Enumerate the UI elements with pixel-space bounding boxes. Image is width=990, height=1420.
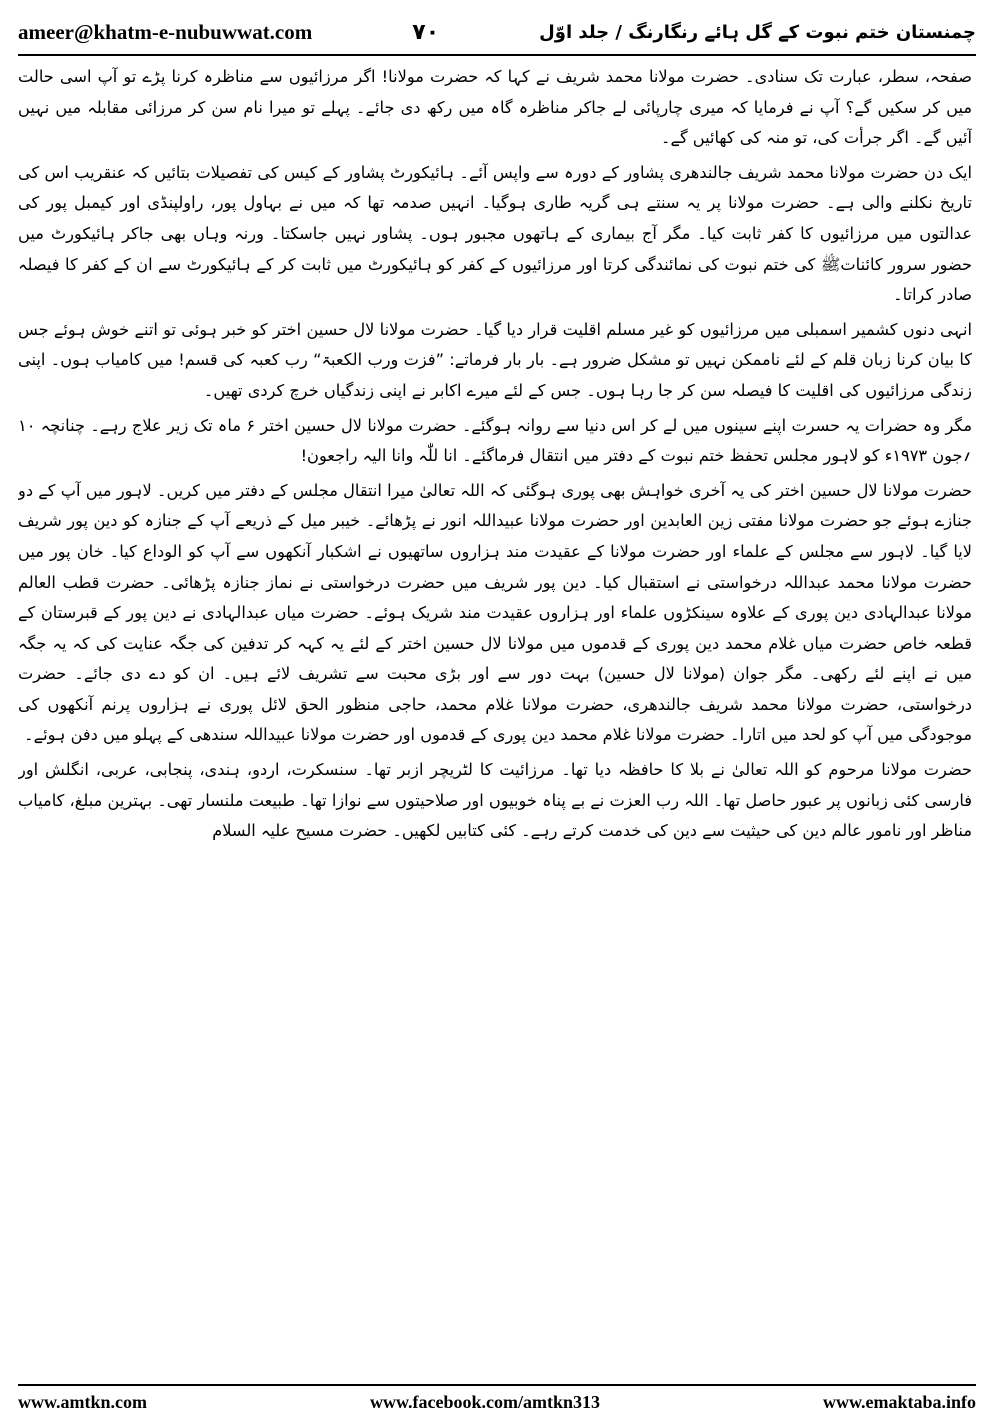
paragraph: ایک دن حضرت مولانا محمد شریف جالندھری پشاور کے دورہ سے واپس آئے۔ ہائیکورٹ پشاور کے کیس کی تفصیلات بتائیں کہ عنقریب اس کی تاریخ نکلنے والی ہے۔ حضرت مولانا پر یہ سنتے ہی گریہ طاری ہوگیا۔ انہیں صدمہ تھا کہ میں نے بہاول پور، راولپنڈی اور کیمبل پور کی عدالتوں میں مرزائیوں کا کفر ثابت کیا۔ مگر آج بیماری کے ہاتھوں مجبور ہوں۔ پشاور نہیں جاسکتا۔ ورنہ وہاں بھی جاکر ہائیکورٹ میں حضور سرور کائناتﷺ کی ختم نبوت کی نمائندگی کرتا اور مرزائیوں کے کفر کو ہائیکورٹ میں ثابت کر کے ہائیکورٹ سے ان کے کفر کا فیصلہ صادر کراتا۔ bbox=[18, 162, 972, 305]
paragraph: حضرت مولانا مرحوم کو اللہ تعالیٰ نے بلا کا حافظہ دیا تھا۔ مرزائیت کا لٹریچر ازبر تھا۔ سنسکرت، اردو، ہندی، پنجابی، عربی، انگلش اور فارسی کئی زبانوں پر عبور حاصل تھا۔ اللہ رب العزت نے بے پناہ خوبیوں اور صلاحیتوں سے نوازا تھا۔ طبیعت ملنسار تھی۔ بہترین مبلغ، کامیاب مناظر اور نامور عالم دین کی حیثیت سے دین کی خدمت کرتے رہے۔ کئی کتابیں لکھیں۔ حضرت مسیح علیہ السلام bbox=[18, 760, 972, 841]
page-footer bbox=[18, 1384, 976, 1418]
paragraph: صفحہ، سطر، عبارت تک سنادی۔ حضرت مولانا محمد شریف نے کہا کہ حضرت مولانا! اگر مرزائیوں سے مناظرہ کرنا پڑے تو آپ اسی حالت میں کر سکیں گے؟ آپ نے فرمایا کہ میری چارپائی لے جاکر مناظرہ گاہ میں رکھ دی جائے۔ پہلے تو میرا نام سن کر مرزائی مقابلہ میں نہیں آئیں گے۔ اگر جرأت کی، تو منہ کی کھائیں گے۔ bbox=[18, 67, 972, 148]
page-header bbox=[18, 10, 976, 56]
page-number: ۷۰ bbox=[412, 19, 440, 45]
paragraph: انہی دنوں کشمیر اسمبلی میں مرزائیوں کو غیر مسلم اقلیت قرار دیا گیا۔ حضرت مولانا لال حسین اختر کو خبر ہوئی تو اتنے خوش ہوئے جس کا بیان کرنا زبان قلم کے لئے ناممکن نہیں تو مشکل ضرور ہے۔ بار بار فرماتے: ”فزت ورب الکعبۃ“ رب کعبہ کی قسم! میں کامیاب ہوں۔ اپنی زندگی مرزائیوں کی اقلیت کا فیصلہ سن کر جا رہا ہوں۔ جس کے لئے میرے اکابر نے اپنی زندگیاں خرچ کردی تھیں۔ bbox=[18, 319, 972, 400]
book-title: چمنستان ختم نبوت کے گل ہائے رنگارنگ / جلد اوّل bbox=[539, 21, 976, 43]
header-email: ameer@khatm-e-nubuwwat.com bbox=[18, 19, 313, 44]
page-body bbox=[18, 62, 972, 1380]
paragraph: مگر وہ حضرات یہ حسرت اپنے سینوں میں لے کر اس دنیا سے روانہ ہوگئے۔ حضرت مولانا لال حسین اختر ۶ ماہ تک زیر علاج رہے۔ چنانچہ ۱۰ ؍جون ۱۹۷۳ء کو لاہور مجلس تحفظ ختم نبوت کے دفتر میں انتقال فرماگئے۔ انا للّٰہ وانا الیہ راجعون! bbox=[18, 415, 972, 466]
footer-link-amtkn: www.amtkn.com bbox=[18, 1391, 147, 1412]
footer-link-facebook: www.facebook.com/amtkn313 bbox=[369, 1391, 600, 1412]
paragraph: حضرت مولانا لال حسین اختر کی یہ آخری خواہش بھی پوری ہوگئی کہ اللہ تعالیٰ میرا انتقال مجلس کے دفتر میں کریں۔ لاہور میں آپ کے دو جنازے ہوئے جو حضرت مولانا مفتی زین العابدین اور حضرت مولانا عبیداللہ انور نے پڑھائے۔ خیبر میل کے ذریعے آپ کے جنازہ کو دین پور شریف لایا گیا۔ لاہور سے مجلس کے علماء اور حضرت مولانا کے عقیدت مند ہزاروں ساتھیوں نے اشکبار آنکھوں سے آپ کو الوداع کیا۔ خان پور میں حضرت مولانا محمد عبداللہ درخواستی نے استقبال کیا۔ دین پور شریف میں حضرت درخواستی نے نماز جنازہ پڑھائی۔ حضرت قطب العالم مولانا عبدالہادی دین پوری کے علاوہ سینکڑوں علماء اور ہزاروں عقیدت مند شریک ہوئے۔ حضرت میاں عبدالہادی نے دین پور کے قبرستان کے قطعہ خاص حضرت میاں غلام محمد دین پوری کے قدموں میں مولانا لال حسین اختر کے لئے یہ کہہ کر تدفین کی جگہ عنایت کی کہ یہ جگہ میں نے اپنے لئے رکھی۔ مگر جوان (مولانا لال حسین) بہت دور سے اور بڑی محبت سے تشریف لائے ہیں۔ ان کو دے دی جائے۔ حضرت درخواستی، حضرت مولانا محمد شریف جالندھری، حضرت مولانا غلام محمد، حاجی منظور الحق لائل پوری نے ہزاروں پرنم آنکھوں کی موجودگی میں آپ کو لحد میں اتارا۔ حضرت مولانا غلام محمد دین پوری کے قدموں اور حضرت مولانا عبیداللہ سندھی کے پہلو میں دفن ہوئے۔ bbox=[18, 480, 972, 745]
footer-link-emaktaba: www.emaktaba.info bbox=[822, 1391, 976, 1412]
